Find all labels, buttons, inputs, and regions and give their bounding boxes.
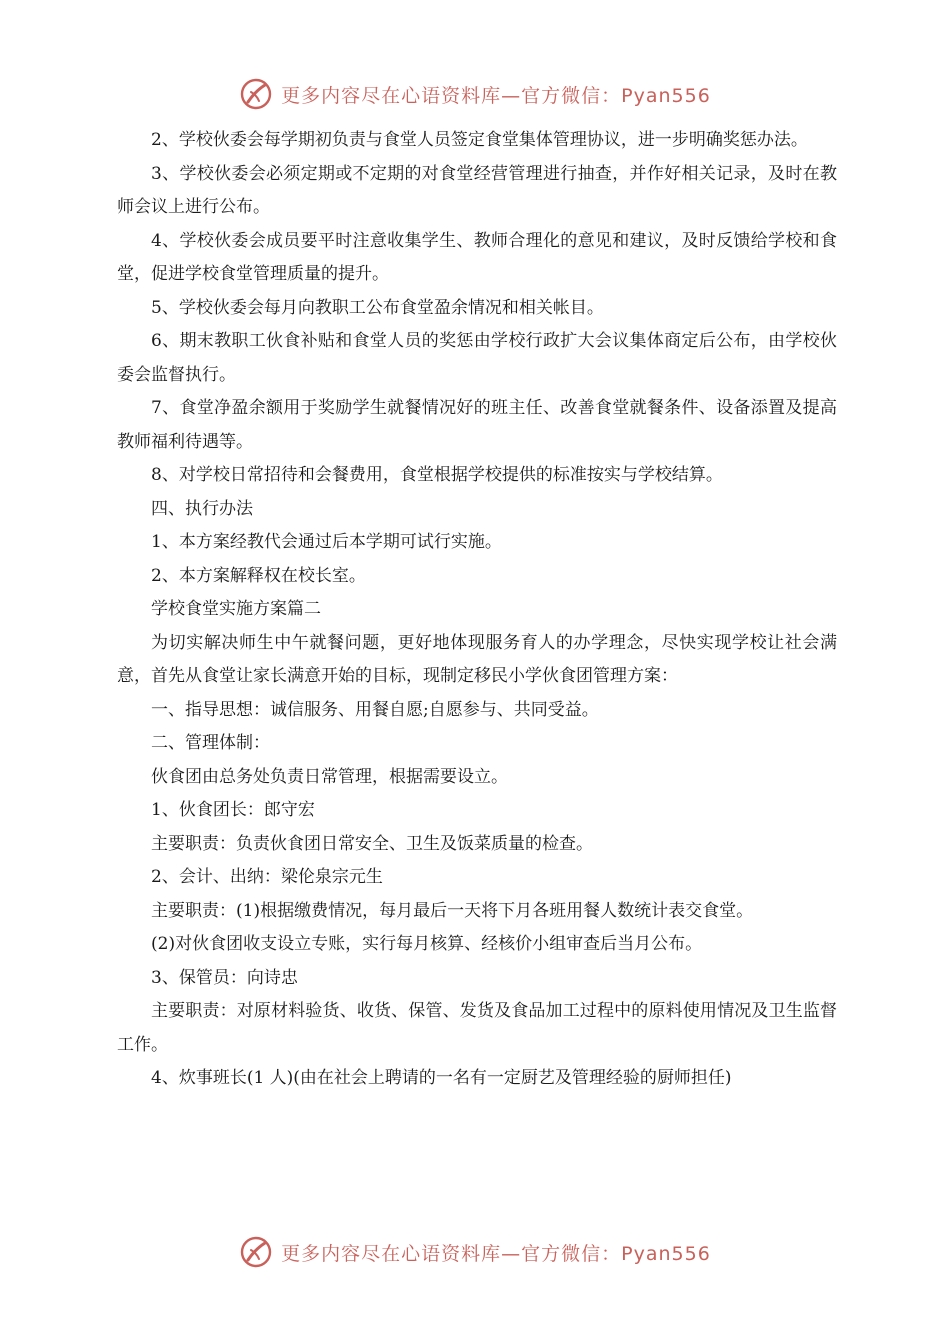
section-heading: 四、执行办法 xyxy=(151,498,253,519)
section-heading: 二、管理体制： xyxy=(151,733,270,753)
section-title: 学校食堂实施方案篇二 xyxy=(151,599,321,619)
paragraph: 一、指导思想：诚信服务、用餐自愿;自愿参与、共同受益。 xyxy=(151,699,599,720)
paragraph: 4、学校伙委会成员要平时注意收集学生、教师合理化的意见和建议，及时反馈给学校和食堂，促进学校食堂管理质量的提升。 xyxy=(117,230,837,284)
paragraph: 2、会计、出纳：梁伦泉宗元生 xyxy=(151,867,383,887)
header-watermark-text: 更多内容尽在心语资料库—官方微信：Pyan556 xyxy=(281,84,711,107)
paragraph: 3、保管员：向诗忠 xyxy=(151,967,298,988)
paragraph: 为切实解决师生中午就餐问题，更好地体现服务育人的办学理念，尽快实现学校让社会满意，首先从食堂让家长满意开始的目标，现制定移民小学伙食团管理方案： xyxy=(117,632,837,686)
paragraph: 5、学校伙委会每月向教职工公布食堂盈余情况和相关帐目。 xyxy=(151,297,604,318)
paragraph: 伙食团由总务处负责日常管理，根据需要设立。 xyxy=(151,766,508,787)
paragraph: (2)对伙食团收支设立专账，实行每月核算、经核价小组审查后当月公布。 xyxy=(151,934,703,954)
header-watermark xyxy=(0,74,950,114)
paragraph: 1、伙食团长：郎守宏 xyxy=(151,800,315,820)
brush-logo-icon xyxy=(239,1235,273,1269)
paragraph: 2、本方案解释权在校长室。 xyxy=(151,565,366,586)
footer-watermark xyxy=(0,1232,950,1272)
paragraph: 主要职责：负责伙食团日常安全、卫生及饭菜质量的检查。 xyxy=(151,833,593,854)
paragraph: 4、炊事班长(1 人)(由在社会上聘请的一名有一定厨艺及管理经验的厨师担任) xyxy=(151,1068,732,1088)
paragraph: 主要职责：对原材料验货、收货、保管、发货及食品加工过程中的原料使用情况及卫生监督工作。 xyxy=(117,1001,837,1055)
paragraph: 7、食堂净盈余额用于奖励学生就餐情况好的班主任、改善食堂就餐条件、设备添置及提高教师福利待遇等。 xyxy=(117,398,837,452)
paragraph: 主要职责：(1)根据缴费情况，每月最后一天将下月各班用餐人数统计表交食堂。 xyxy=(151,900,754,921)
brush-logo-icon xyxy=(239,77,273,111)
footer-watermark-text: 更多内容尽在心语资料库—官方微信：Pyan556 xyxy=(281,1242,711,1265)
document-body xyxy=(117,124,837,1096)
paragraph: 1、本方案经教代会通过后本学期可试行实施。 xyxy=(151,532,502,552)
paragraph: 6、期末教职工伙食补贴和食堂人员的奖惩由学校行政扩大会议集体商定后公布，由学校伙委会监督执行。 xyxy=(117,331,837,385)
paragraph: 2、学校伙委会每学期初负责与食堂人员签定食堂集体管理协议，进一步明确奖惩办法。 xyxy=(151,130,808,150)
paragraph: 3、学校伙委会必须定期或不定期的对食堂经营管理进行抽查，并作好相关记录，及时在教师会议上进行公布。 xyxy=(117,163,837,217)
paragraph: 8、对学校日常招待和会餐费用，食堂根据学校提供的标准按实与学校结算。 xyxy=(151,465,723,485)
